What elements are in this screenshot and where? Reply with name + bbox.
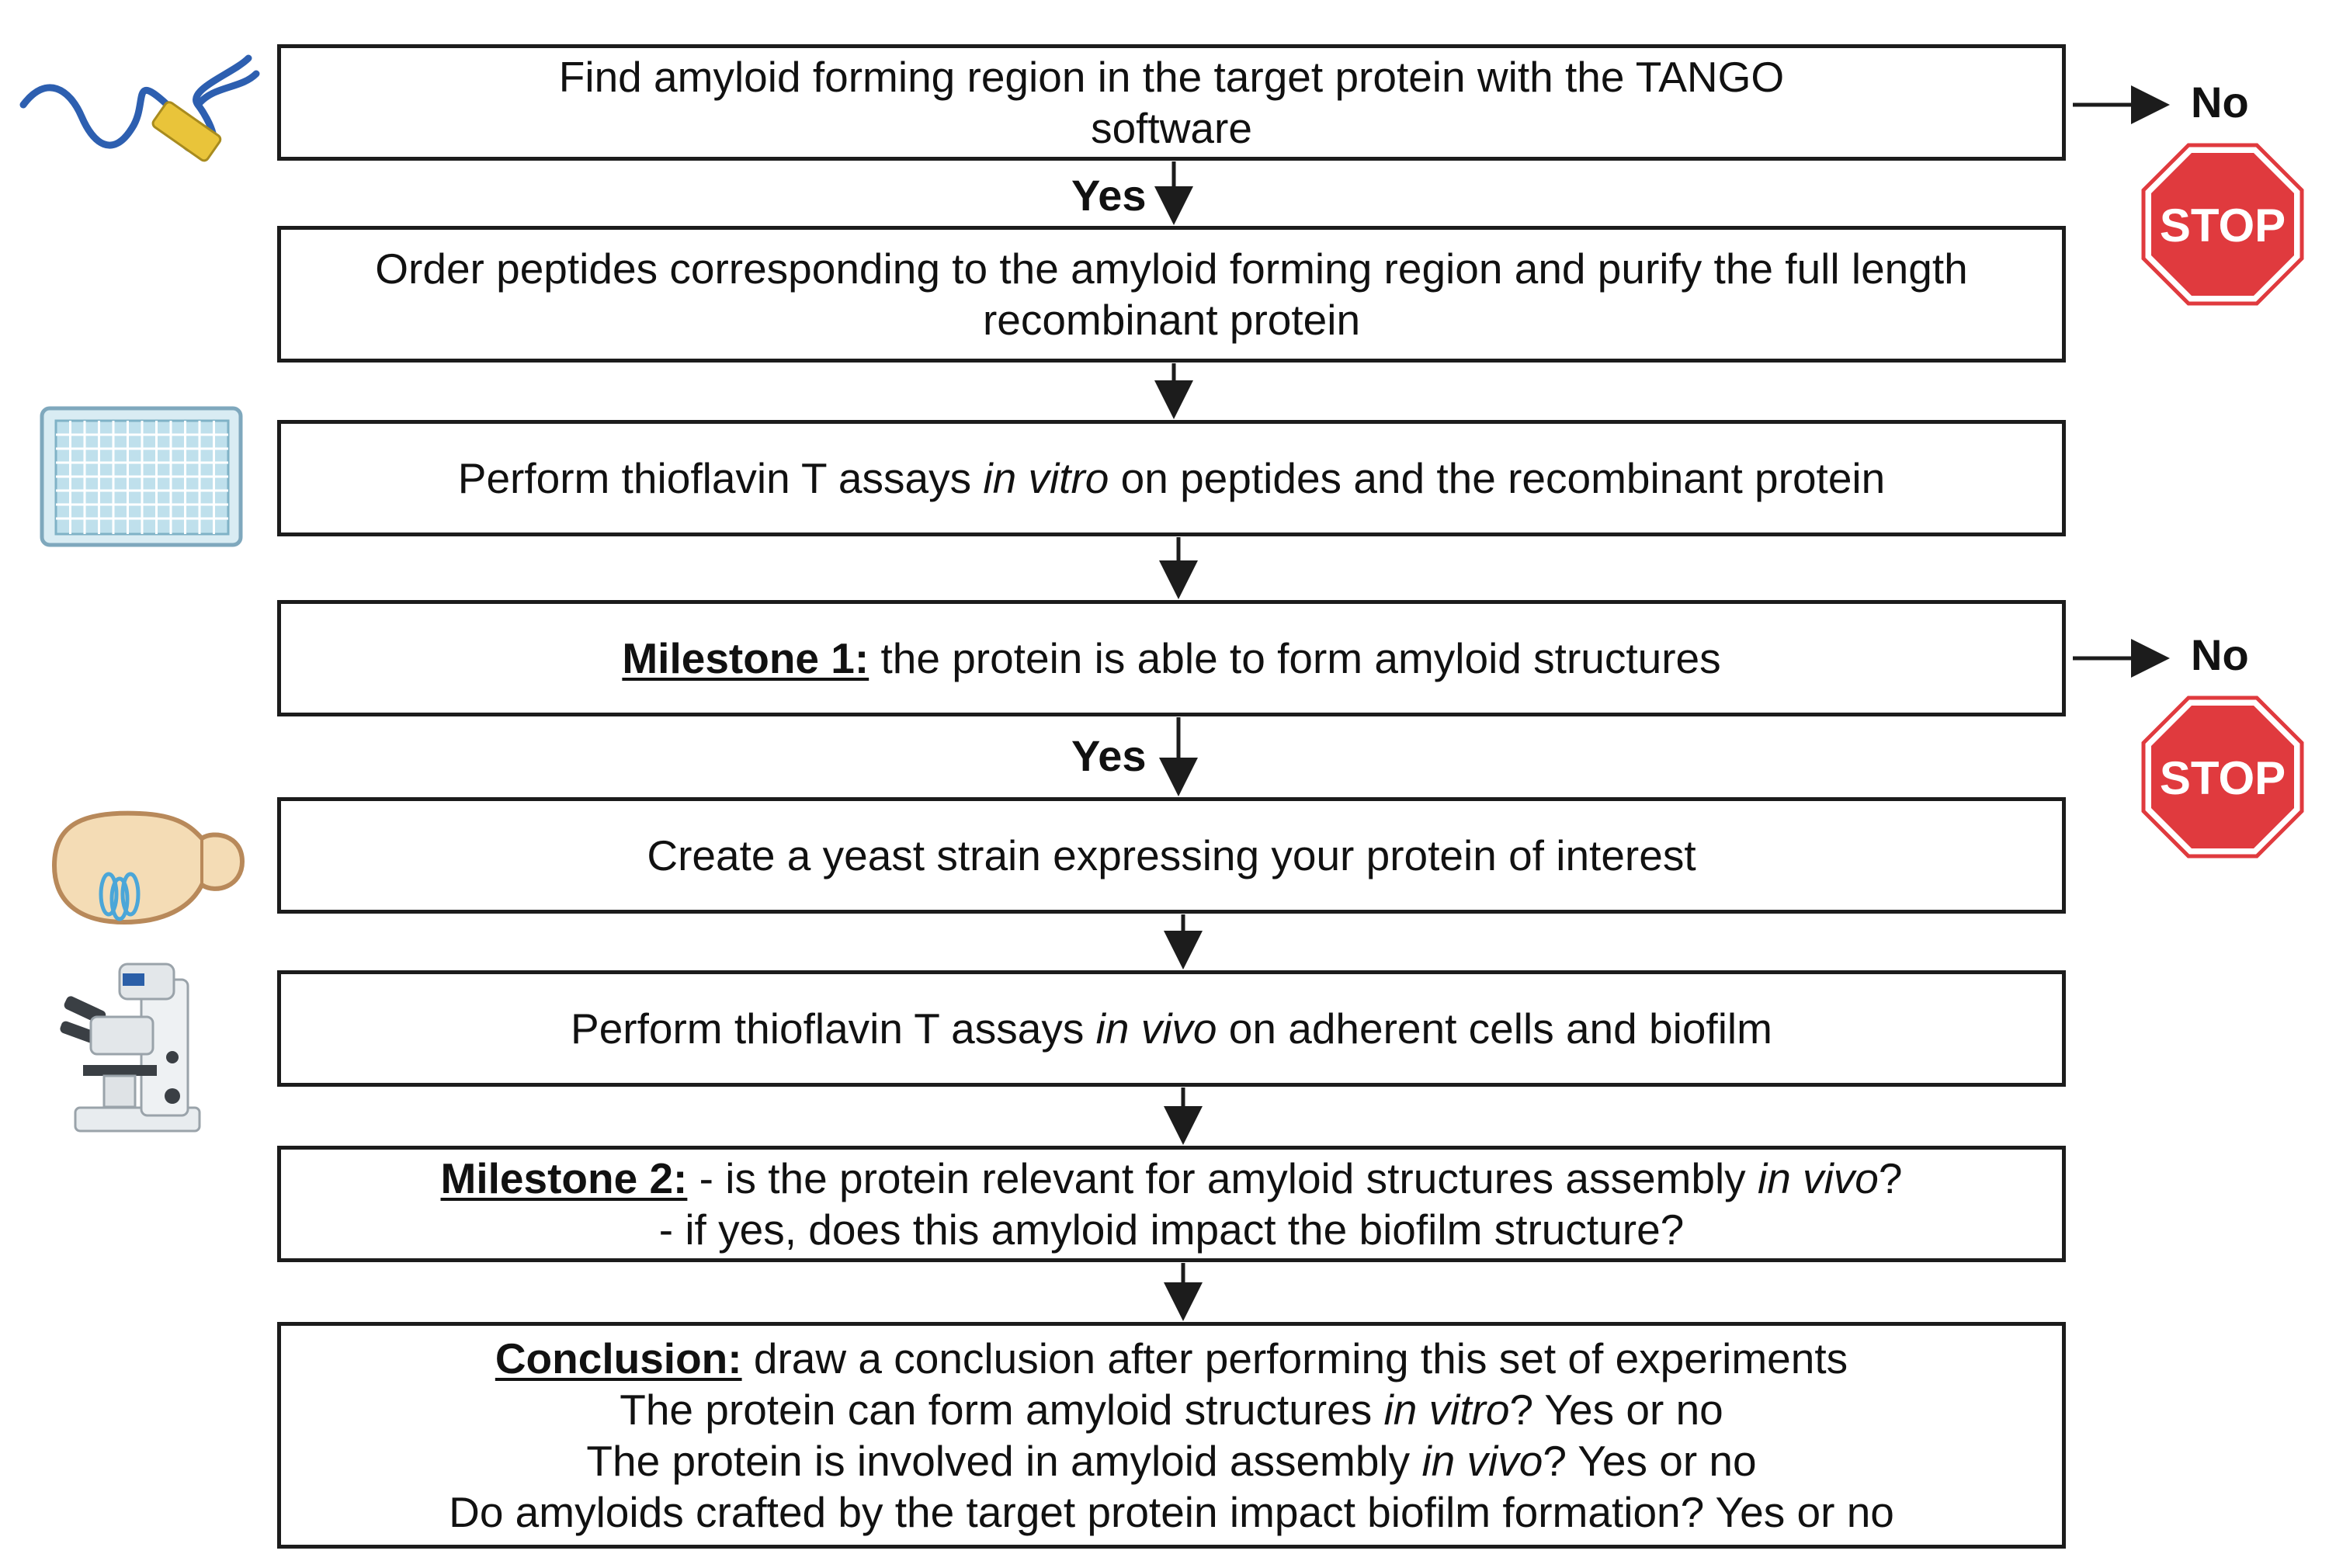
step-text: software <box>1091 104 1252 152</box>
stop-text: STOP <box>2159 752 2286 804</box>
step-text: Conclusion: draw a conclusion after performing this set of experiments <box>495 1334 1848 1382</box>
stop-text: STOP <box>2159 199 2286 252</box>
step-text: - if yes, does this amyloid impact the biofilm structure? <box>658 1205 1685 1254</box>
yes-label: Yes <box>1071 171 1147 220</box>
step-text: Create a yeast strain expressing your protein of interest <box>647 831 1696 879</box>
stop-sign-icon <box>2140 695 2305 859</box>
milestone-heading: Milestone 2: <box>440 1154 688 1202</box>
step-text: recombinant protein <box>982 296 1361 344</box>
no-label: No <box>2191 78 2249 127</box>
step-text: Find amyloid forming region in the target protein with the TANGO <box>558 53 1785 101</box>
step-text: Perform thioflavin T assays in vitro on peptides and the recombinant protein <box>457 454 1886 502</box>
conclusion-heading: Conclusion: <box>495 1334 742 1382</box>
step-text: Milestone 2: - is the protein relevant for amyloid structures assembly in vivo? <box>440 1154 1903 1202</box>
step-text: The protein is involved in amyloid assembly in vivo? Yes or no <box>586 1437 1757 1485</box>
step-text: Perform thioflavin T assays in vivo on adherent cells and biofilm <box>571 1004 1772 1053</box>
stop-sign-icon <box>2140 142 2305 307</box>
emphasis: in vivo <box>1095 1004 1217 1053</box>
milestone-heading: Milestone 1: <box>622 634 869 682</box>
step-text: Order peptides corresponding to the amyloid forming region and purify the full length <box>375 245 1968 293</box>
emphasis: in vitro <box>983 454 1109 502</box>
step-text: The protein can form amyloid structures in vitro? Yes or no <box>620 1386 1723 1434</box>
step-text: Do amyloids crafted by the target protein impact biofilm formation? Yes or no <box>449 1488 1894 1536</box>
no-label: No <box>2191 630 2249 679</box>
step-text: Milestone 1: the protein is able to form amyloid structures <box>622 634 1721 682</box>
yes-label: Yes <box>1071 731 1147 780</box>
